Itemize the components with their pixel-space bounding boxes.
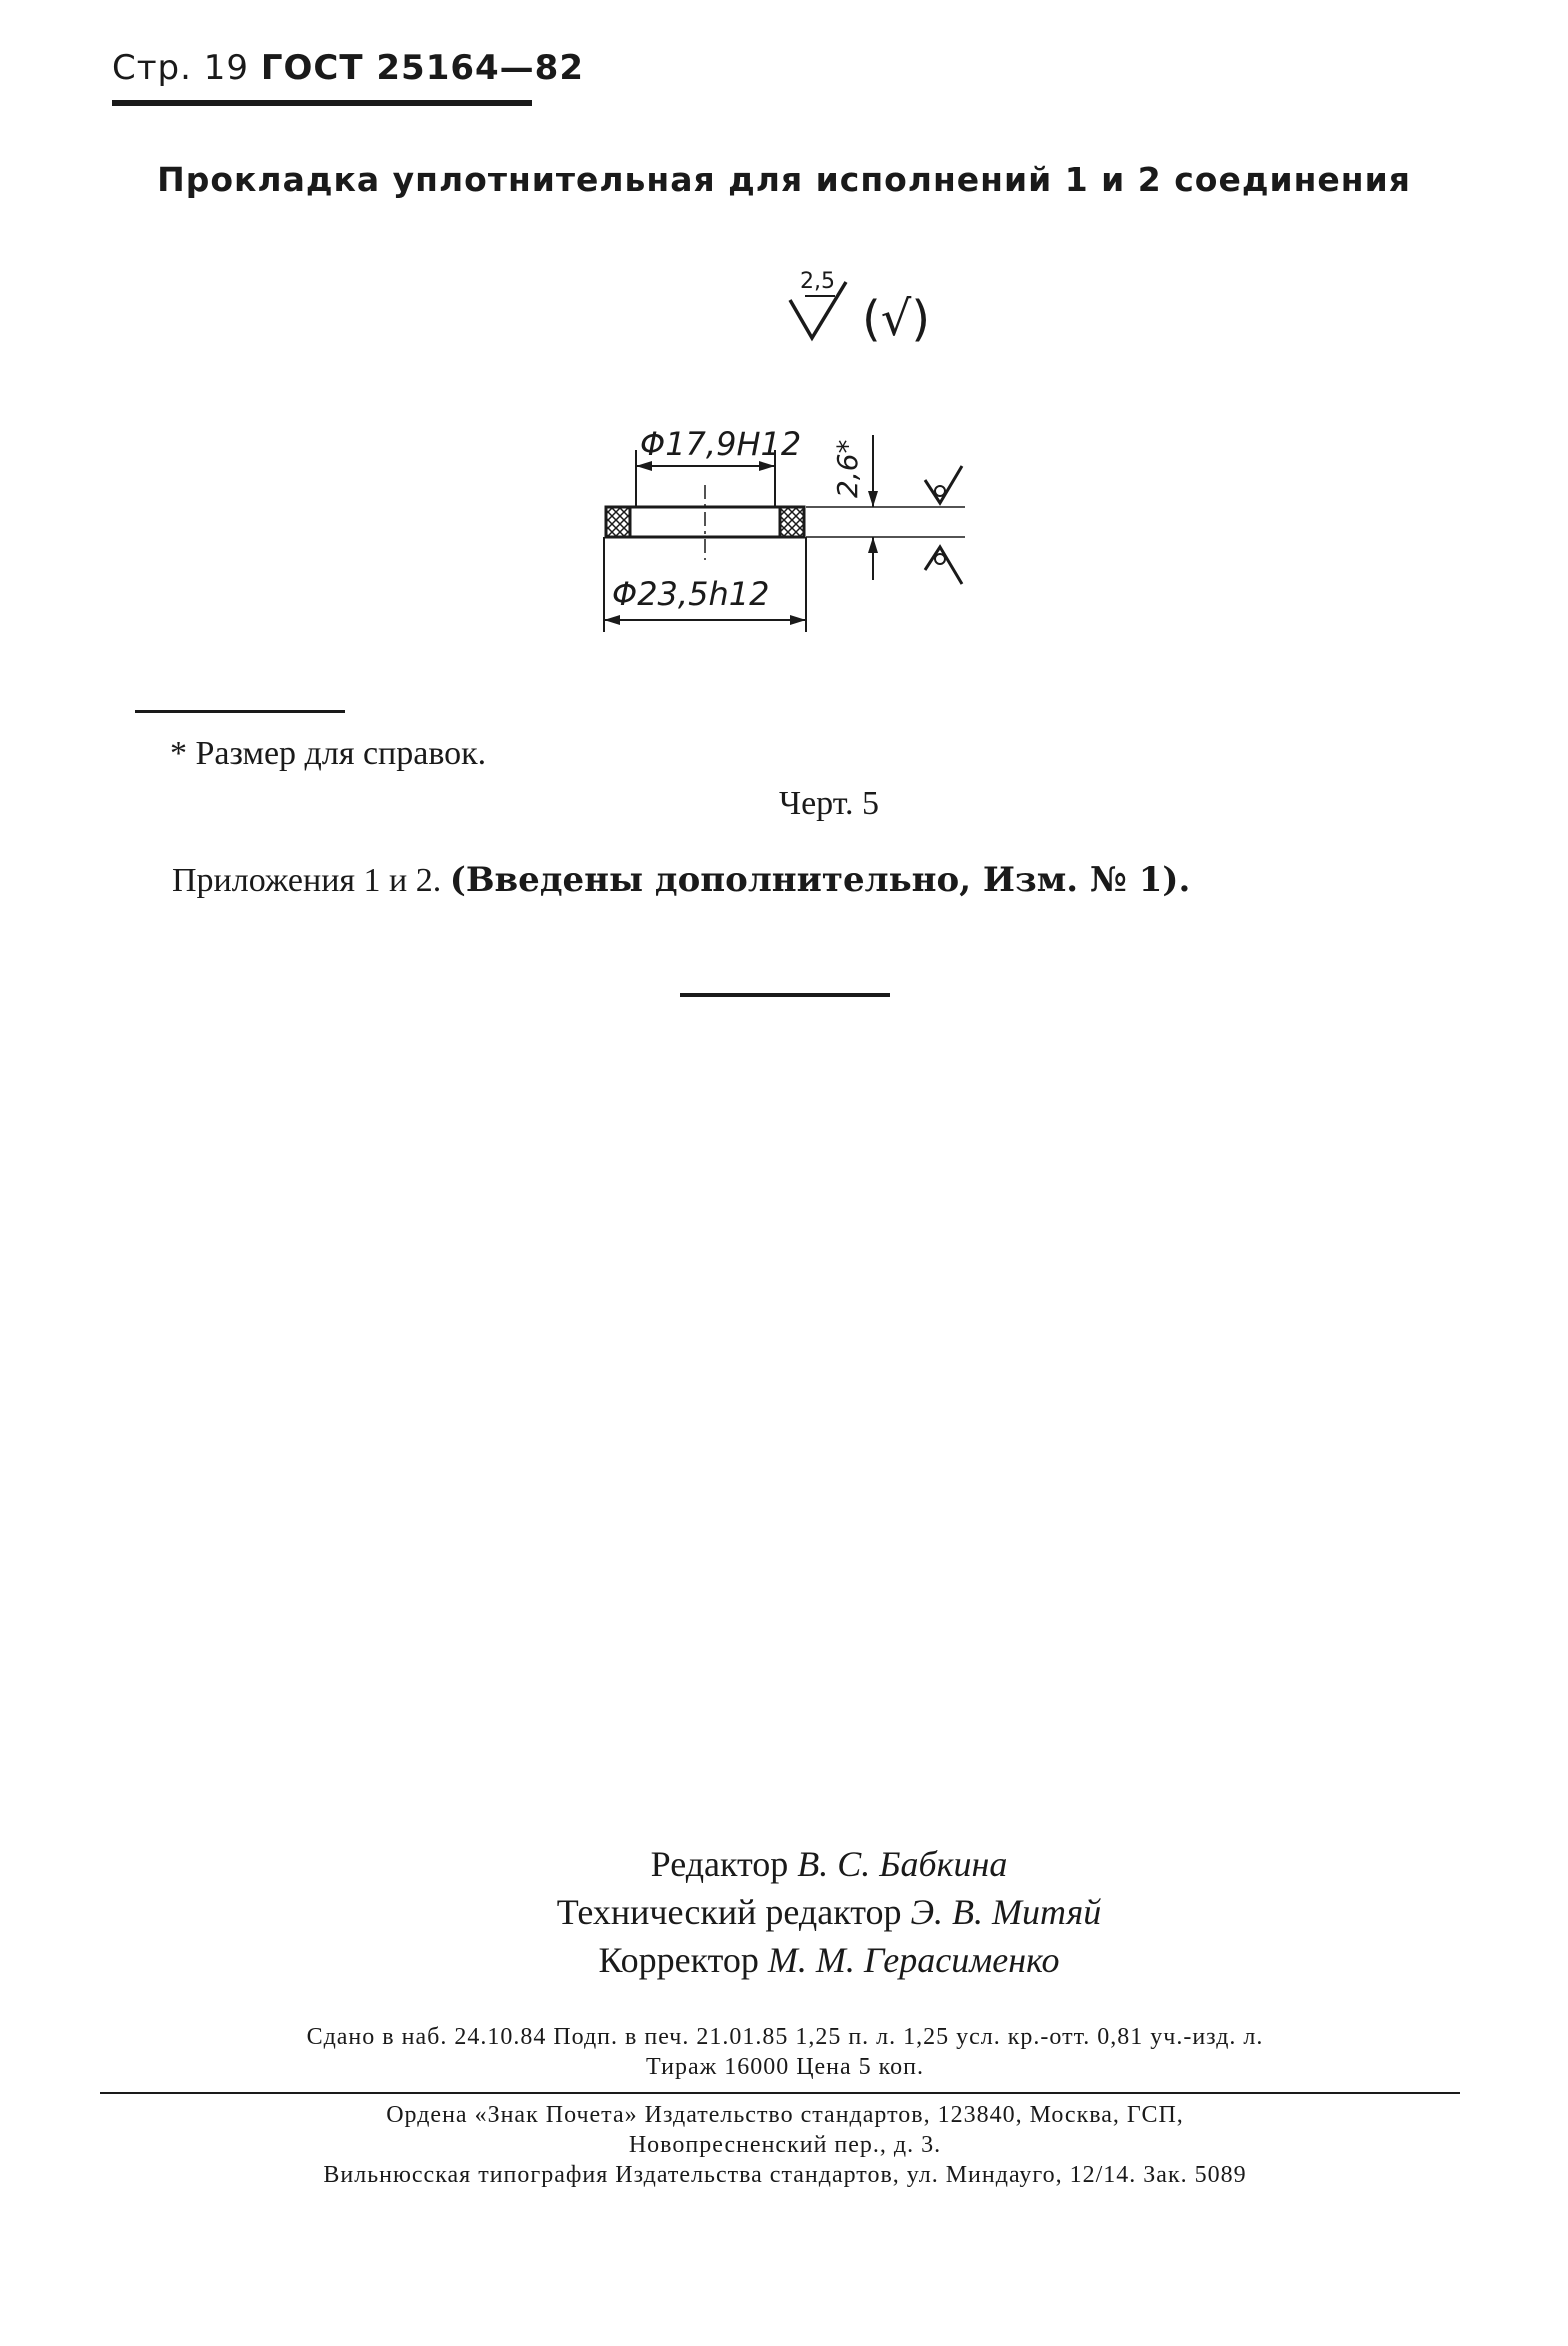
footnote-rule <box>135 710 345 713</box>
roughness-paren: (√) <box>862 291 931 347</box>
section-title: Прокладка уплотнительная для исполнений 1 и 2 соединения <box>157 160 1411 199</box>
tech-editor-name: Э. В. Митяй <box>910 1892 1102 1932</box>
imprint-line-2: Тираж 16000 Цена 5 коп. <box>646 2054 924 2080</box>
gasket-drawing <box>0 0 1568 700</box>
page-number: Стр. 19 <box>112 48 250 88</box>
editor-name: В. С. Бабкина <box>797 1844 1008 1884</box>
standard-number: ГОСТ 25164—82 <box>260 48 584 88</box>
credit-tech-editor <box>0 1888 1568 1936</box>
face-roughness-marks <box>925 466 962 584</box>
figure-caption: Черт. 5 <box>778 785 880 822</box>
inner-diameter-label: Φ17,9H12 <box>640 425 802 463</box>
imprint-line-1: Сдано в наб. 24.10.84 Подп. в печ. 21.01.85 1,25 п. л. 1,25 усл. кр.-отт. 0,81 уч.-изд. л. <box>306 2024 1264 2050</box>
roughness-symbol <box>790 269 930 347</box>
credit-corrector <box>0 1936 1568 1984</box>
corrector-label: Корректор <box>598 1940 759 1980</box>
thickness-dimension <box>806 435 965 580</box>
imprint-line-3: Ордена «Знак Почета» Издательство стандартов, 123840, Москва, ГСП, <box>386 2102 1184 2128</box>
imprint-line-5: Вильнюсская типография Издательства стандартов, ул. Миндауго, 12/14. Зак. 5089 <box>323 2162 1247 2188</box>
appendix-prefix: Приложения 1 и 2. <box>172 862 442 899</box>
appendix-note <box>172 860 1190 900</box>
imprint-line-4: Новопресненский пер., д. 3. <box>628 2132 942 2158</box>
inner-diameter-dimension <box>636 425 801 507</box>
thickness-label: 2,6* <box>831 439 864 498</box>
end-rule <box>680 993 890 997</box>
imprint-rule <box>100 2092 1460 2094</box>
outer-diameter-label: Φ23,5h12 <box>612 575 770 613</box>
footnote: * Размер для справок. <box>170 735 487 772</box>
credit-editor <box>0 1840 1568 1888</box>
corrector-name: М. М. Герасименко <box>767 1940 1060 1980</box>
editor-label: Редактор <box>650 1844 789 1884</box>
roughness-value: 2,5 <box>800 269 835 294</box>
tech-editor-label: Технический редактор <box>556 1892 902 1932</box>
appendix-bold: (Введены дополнительно, Изм. № 1). <box>449 860 1191 900</box>
